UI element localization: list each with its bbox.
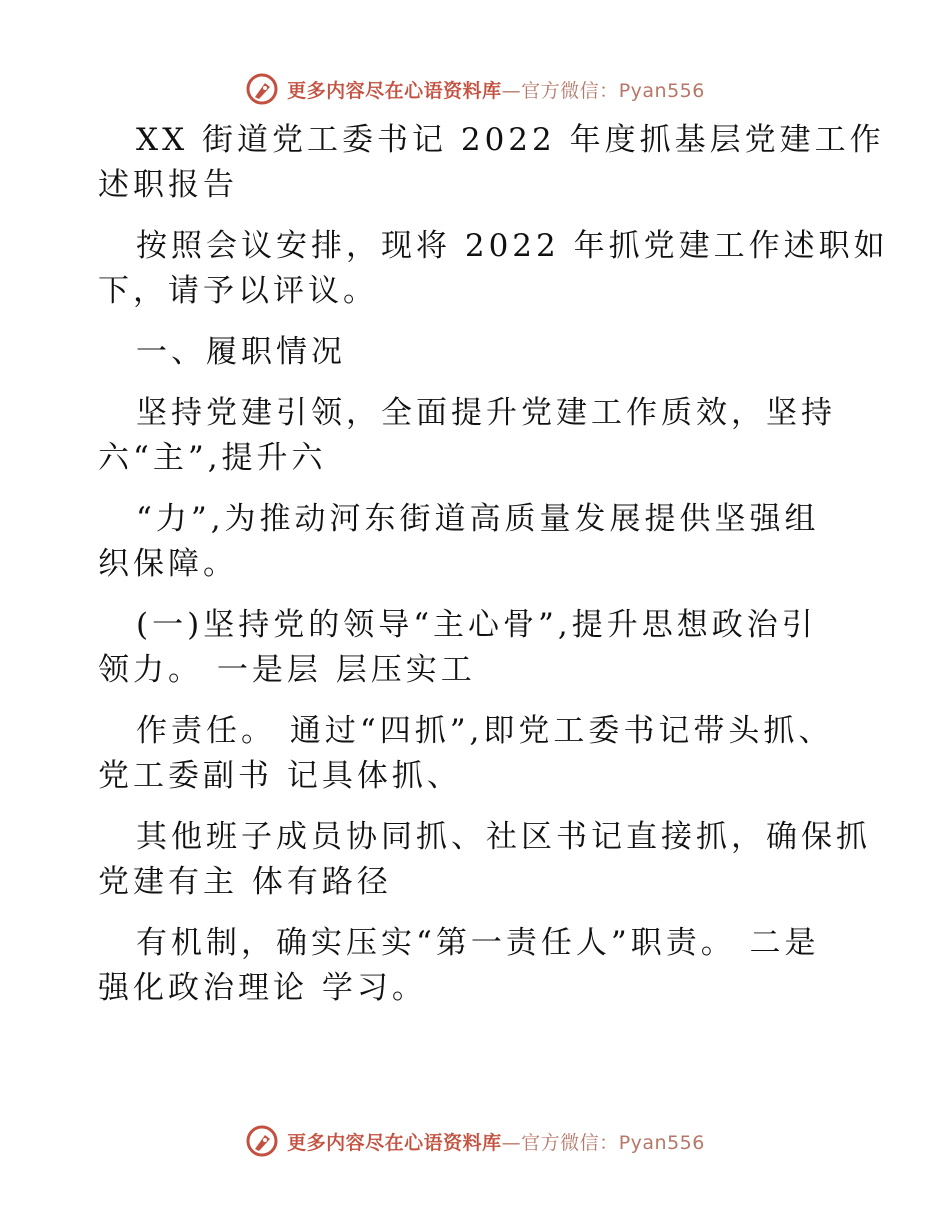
paragraph-2: 坚持党建引领，全面提升党建工作质效，坚持: [136, 395, 836, 431]
document-title: XX 街道党工委书记 2022 年度抓基层党建工作: [136, 122, 885, 158]
paragraph-5: 作责任。 通过“四抓”,即党工委书记带头抓、: [136, 713, 834, 749]
watermark-suffix: 官方微信：: [521, 1131, 619, 1154]
paragraph-6-continued: 党建有主 体有路径: [98, 864, 392, 900]
watermark-handle: Pyan556: [618, 1131, 705, 1154]
watermark-separator: —: [501, 1131, 522, 1154]
paragraph-3: “力”,为推动河东街道高质量发展提供坚强组: [136, 501, 820, 537]
watermark-main-text: 更多内容尽在心语资料库: [287, 79, 502, 102]
paragraph-1-continued: 下，请予以评议。: [98, 273, 378, 309]
pen-nib-logo-icon: [245, 72, 279, 106]
paragraph-5-continued: 党工委副书 记具体抓、: [98, 758, 462, 794]
watermark-handle: Pyan556: [618, 79, 705, 102]
section-heading: 一、履职情况: [136, 334, 346, 370]
paragraph-4: (一)坚持党的领导“主心骨”,提升思想政治引: [136, 607, 817, 643]
watermark-suffix: 官方微信：: [521, 79, 619, 102]
document-body: [98, 118, 889, 1011]
watermark-text: [287, 1128, 705, 1155]
paragraph-7-continued: 强化政治理论 学习。: [98, 970, 427, 1006]
watermark-separator: —: [501, 79, 522, 102]
watermark-text: [287, 76, 705, 103]
watermark-header: [0, 72, 950, 106]
pen-nib-logo-icon: [245, 1124, 279, 1158]
paragraph-6: 其他班子成员协同抓、社区书记直接抓，确保抓: [136, 819, 871, 855]
document-title-continued: 述职报告: [98, 167, 238, 203]
paragraph-4-continued: 领力。 一是层 层压实工: [98, 652, 476, 688]
paragraph-7: 有机制，确实压实“第一责任人”职责。 二是: [136, 925, 820, 961]
paragraph-1: 按照会议安排，现将 2022 年抓党建工作述职如: [136, 228, 889, 264]
paragraph-2-continued: 六“主”,提升六: [98, 440, 327, 476]
watermark-main-text: 更多内容尽在心语资料库: [287, 1131, 502, 1154]
paragraph-3-continued: 织保障。: [98, 546, 238, 582]
watermark-footer: [0, 1124, 950, 1158]
